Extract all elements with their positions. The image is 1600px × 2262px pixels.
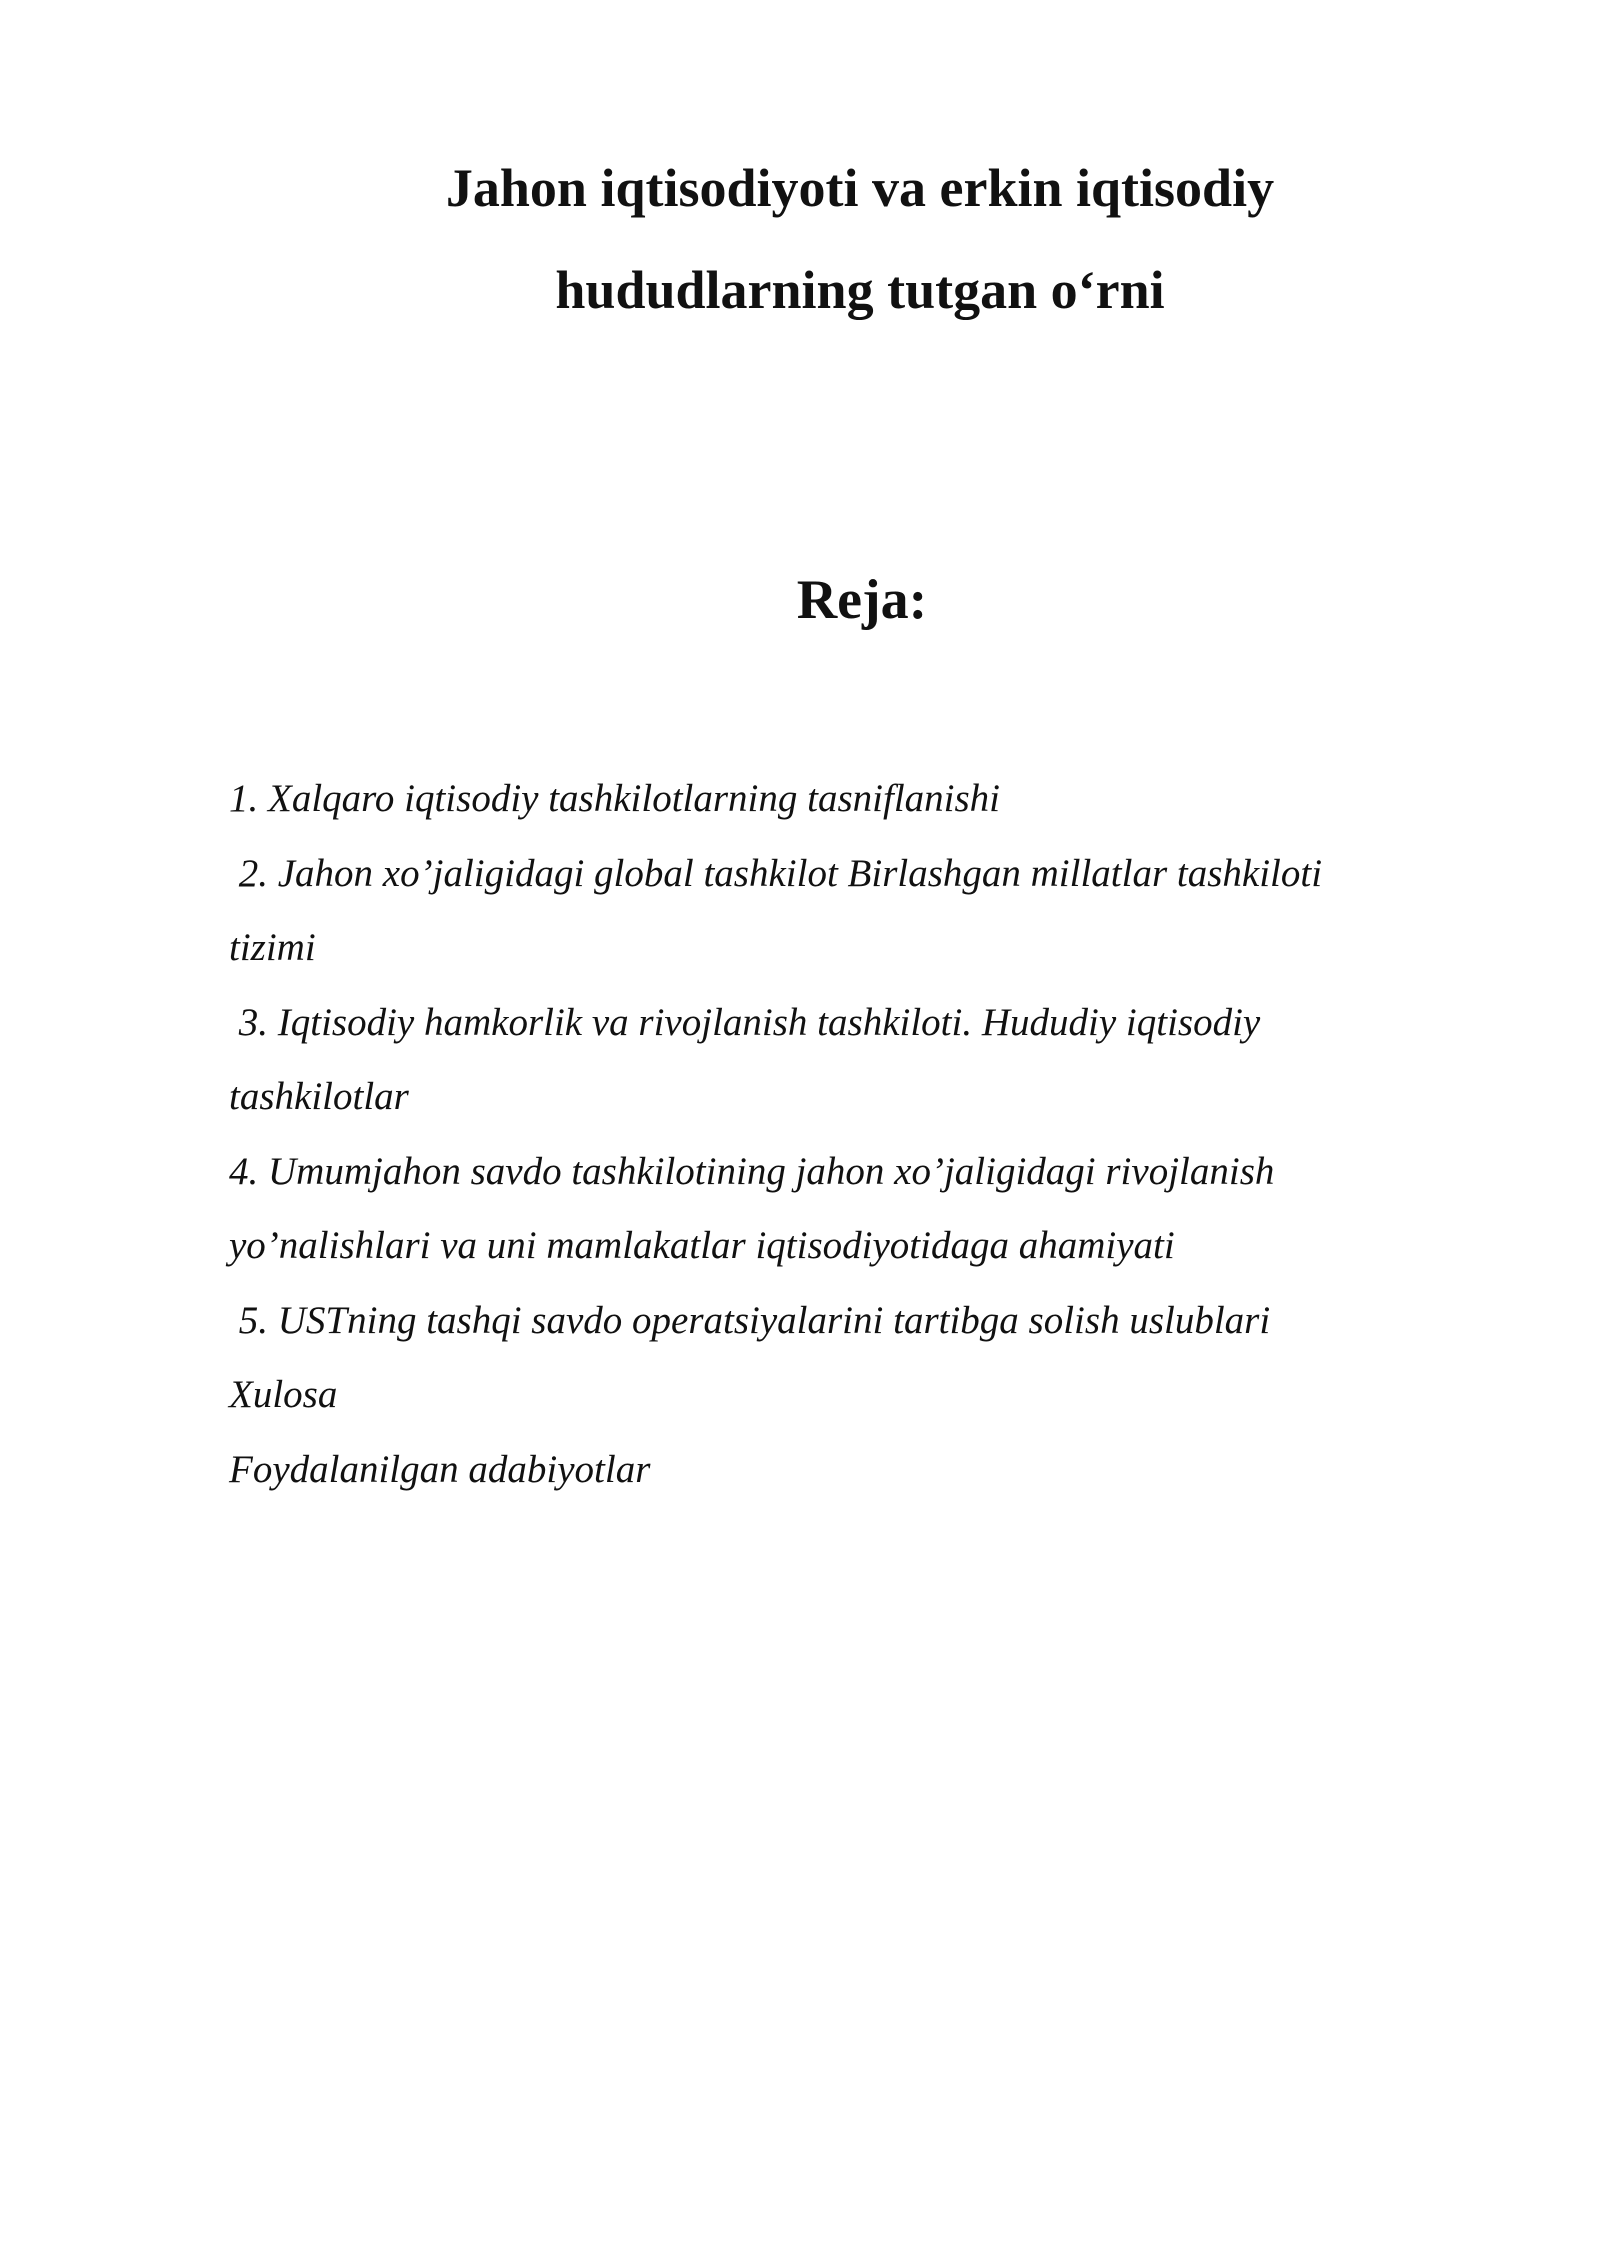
plan-line: 2. Jahon xo’jaligidagi global tashkilot Birlashgan millatlar tashkiloti	[229, 851, 1323, 895]
plan-list	[229, 762, 1469, 1507]
plan-line: tizimi	[229, 926, 316, 969]
plan-line: tashkilotlar	[229, 1075, 409, 1118]
document-title-line-2: hududlarning tutgan o‘rni	[555, 260, 1165, 320]
plan-heading: Reja:	[796, 569, 928, 631]
plan-line: 5. USTning tashqi savdo operatsiyalarini tartibga solish uslublari	[229, 1298, 1271, 1342]
plan-line: 1. Xalqaro iqtisodiy tashkilotlarning tasniflanishi	[229, 777, 1001, 820]
plan-line: Foydalanilgan adabiyotlar	[229, 1447, 651, 1491]
plan-line: yo’nalishlari va uni mamlakatlar iqtisodiyotidaga ahamiyati	[229, 1224, 1175, 1267]
plan-line: 3. Iqtisodiy hamkorlik va rivojlanish tashkiloti. Hududiy iqtisodiy	[229, 1000, 1261, 1044]
document-title-line-1: Jahon iqtisodiyoti va erkin iqtisodiy	[445, 158, 1275, 218]
plan-line: 4. Umumjahon savdo tashkilotining jahon xo’jaligidagi rivojlanish	[229, 1149, 1275, 1193]
plan-line: Xulosa	[229, 1373, 338, 1416]
